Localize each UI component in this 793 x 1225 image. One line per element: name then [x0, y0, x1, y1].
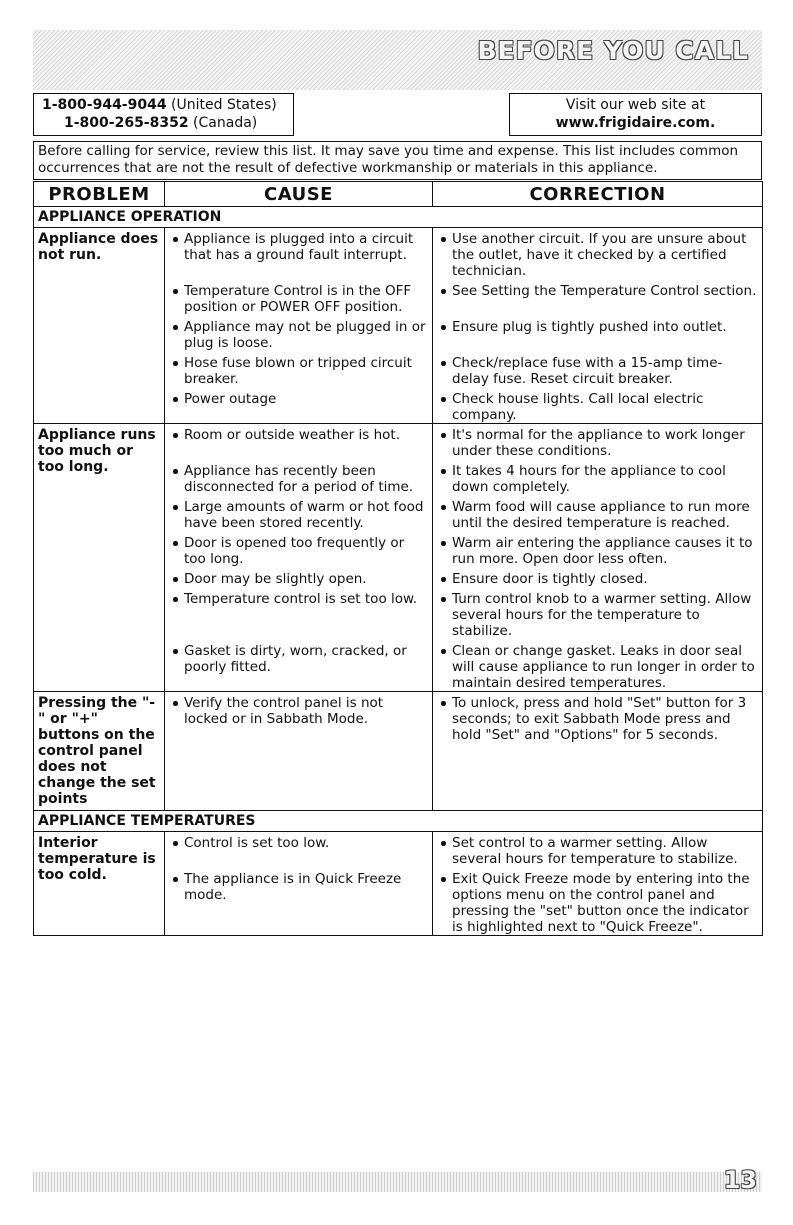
correction-item: Check/replace fuse with a 15-amp time-delay fuse. Reset circuit breaker. — [433, 355, 758, 387]
cause-item: Hose fuse blown or tripped circuit breaker. — [165, 355, 428, 387]
cause-item: Temperature control is set too low. — [165, 591, 428, 639]
cause-item: Control is set too low. — [165, 835, 428, 867]
ca-label: (Canada) — [193, 115, 258, 131]
cause-item: Appliance is plugged into a circuit that has a ground fault interrupt. — [165, 231, 428, 279]
correction-item: See Setting the Temperature Control section. — [433, 283, 758, 315]
correction-item: Turn control knob to a warmer setting. Allow several hours for the temperature to stabilize. — [433, 591, 758, 639]
header-problem: PROBLEM — [34, 182, 165, 207]
table-row — [34, 424, 763, 692]
cause-item: Large amounts of warm or hot food have been stored recently. — [165, 499, 428, 531]
us-phone-line — [42, 96, 293, 114]
header-cause: CAUSE — [165, 182, 433, 207]
website-box — [509, 93, 762, 136]
correction-list — [433, 427, 758, 691]
correction-list — [433, 835, 758, 935]
ca-phone-line — [42, 114, 293, 132]
correction-item: Warm food will cause appliance to run more until the desired temperature is reached. — [433, 499, 758, 531]
page-number: 13 — [723, 1166, 757, 1194]
header-correction: CORRECTION — [433, 182, 763, 207]
cause-item: Power outage — [165, 391, 428, 423]
correction-item: Check house lights. Call local electric company. — [433, 391, 758, 423]
correction-item: Ensure plug is tightly pushed into outlet. — [433, 319, 758, 351]
cause-list — [165, 835, 428, 935]
troubleshooting-table — [33, 181, 763, 936]
ca-phone: 1-800-265-8352 — [64, 115, 189, 131]
cause-list — [165, 695, 428, 743]
section-title: APPLIANCE TEMPERATURES — [34, 811, 763, 832]
section-header — [34, 811, 763, 832]
correction-item: Set control to a warmer setting. Allow several hours for temperature to stabilize. — [433, 835, 758, 867]
correction-cell — [433, 424, 763, 692]
correction-list — [433, 695, 758, 743]
cause-item: Verify the control panel is not locked or in Sabbath Mode. — [165, 695, 428, 743]
phone-box — [33, 93, 294, 136]
table-row — [34, 228, 763, 424]
cause-item: Appliance may not be plugged in or plug is loose. — [165, 319, 428, 351]
correction-item: It's normal for the appliance to work longer under these conditions. — [433, 427, 758, 459]
table-header-row — [34, 182, 763, 207]
correction-item: To unlock, press and hold "Set" button for 3 seconds; to exit Sabbath Mode press and hold "Set" and "Options" for 5 seconds. — [433, 695, 758, 743]
correction-cell — [433, 832, 763, 936]
footer-band — [33, 1172, 762, 1192]
cause-cell — [165, 424, 433, 692]
problem-cell: Interior temperature is too cold. — [34, 832, 165, 936]
correction-list — [433, 231, 758, 423]
cause-cell — [165, 228, 433, 424]
correction-cell — [433, 692, 763, 811]
cause-cell — [165, 692, 433, 811]
problem-cell: Pressing the "-" or "+" buttons on the control panel does not change the set points — [34, 692, 165, 811]
correction-item: Clean or change gasket. Leaks in door seal will cause appliance to run longer in order to maintain desired temperatures. — [433, 643, 758, 691]
table-row — [34, 832, 763, 936]
cause-list — [165, 231, 428, 423]
cause-cell — [165, 832, 433, 936]
cause-item: Room or outside weather is hot. — [165, 427, 428, 459]
cause-item: Gasket is dirty, worn, cracked, or poorly fitted. — [165, 643, 428, 691]
section-title: APPLIANCE OPERATION — [34, 207, 763, 228]
table-row — [34, 692, 763, 811]
correction-item: Ensure door is tightly closed. — [433, 571, 758, 587]
section-header — [34, 207, 763, 228]
us-phone: 1-800-944-9044 — [42, 97, 167, 113]
correction-item: Use another circuit. If you are unsure about the outlet, have it checked by a certified technician. — [433, 231, 758, 279]
intro-text: Before calling for service, review this list. It may save you time and expense. This list includes common occurrences that are not the result of defective workmanship or materials in this appliance. — [33, 141, 762, 180]
correction-cell — [433, 228, 763, 424]
cause-item: Appliance has recently been disconnected for a period of time. — [165, 463, 428, 495]
us-label: (United States) — [171, 97, 277, 113]
problem-cell: Appliance does not run. — [34, 228, 165, 424]
website-intro: Visit our web site at — [565, 97, 706, 113]
banner-title: BEFORE YOU CALL — [477, 36, 749, 65]
correction-item: Exit Quick Freeze mode by entering into the options menu on the control panel and pressing the "set" button once the indicator is highlighted next to "Quick Freeze". — [433, 871, 758, 935]
cause-item: The appliance is in Quick Freeze mode. — [165, 871, 428, 935]
website-url[interactable]: www.frigidaire.com. — [555, 115, 716, 131]
cause-item: Door is opened too frequently or too long. — [165, 535, 428, 567]
correction-item: Warm air entering the appliance causes it to run more. Open door less often. — [433, 535, 758, 567]
cause-list — [165, 427, 428, 691]
correction-item: It takes 4 hours for the appliance to cool down completely. — [433, 463, 758, 495]
problem-cell: Appliance runs too much or too long. — [34, 424, 165, 692]
cause-item: Temperature Control is in the OFF position or POWER OFF position. — [165, 283, 428, 315]
cause-item: Door may be slightly open. — [165, 571, 428, 587]
table-body — [34, 207, 763, 936]
